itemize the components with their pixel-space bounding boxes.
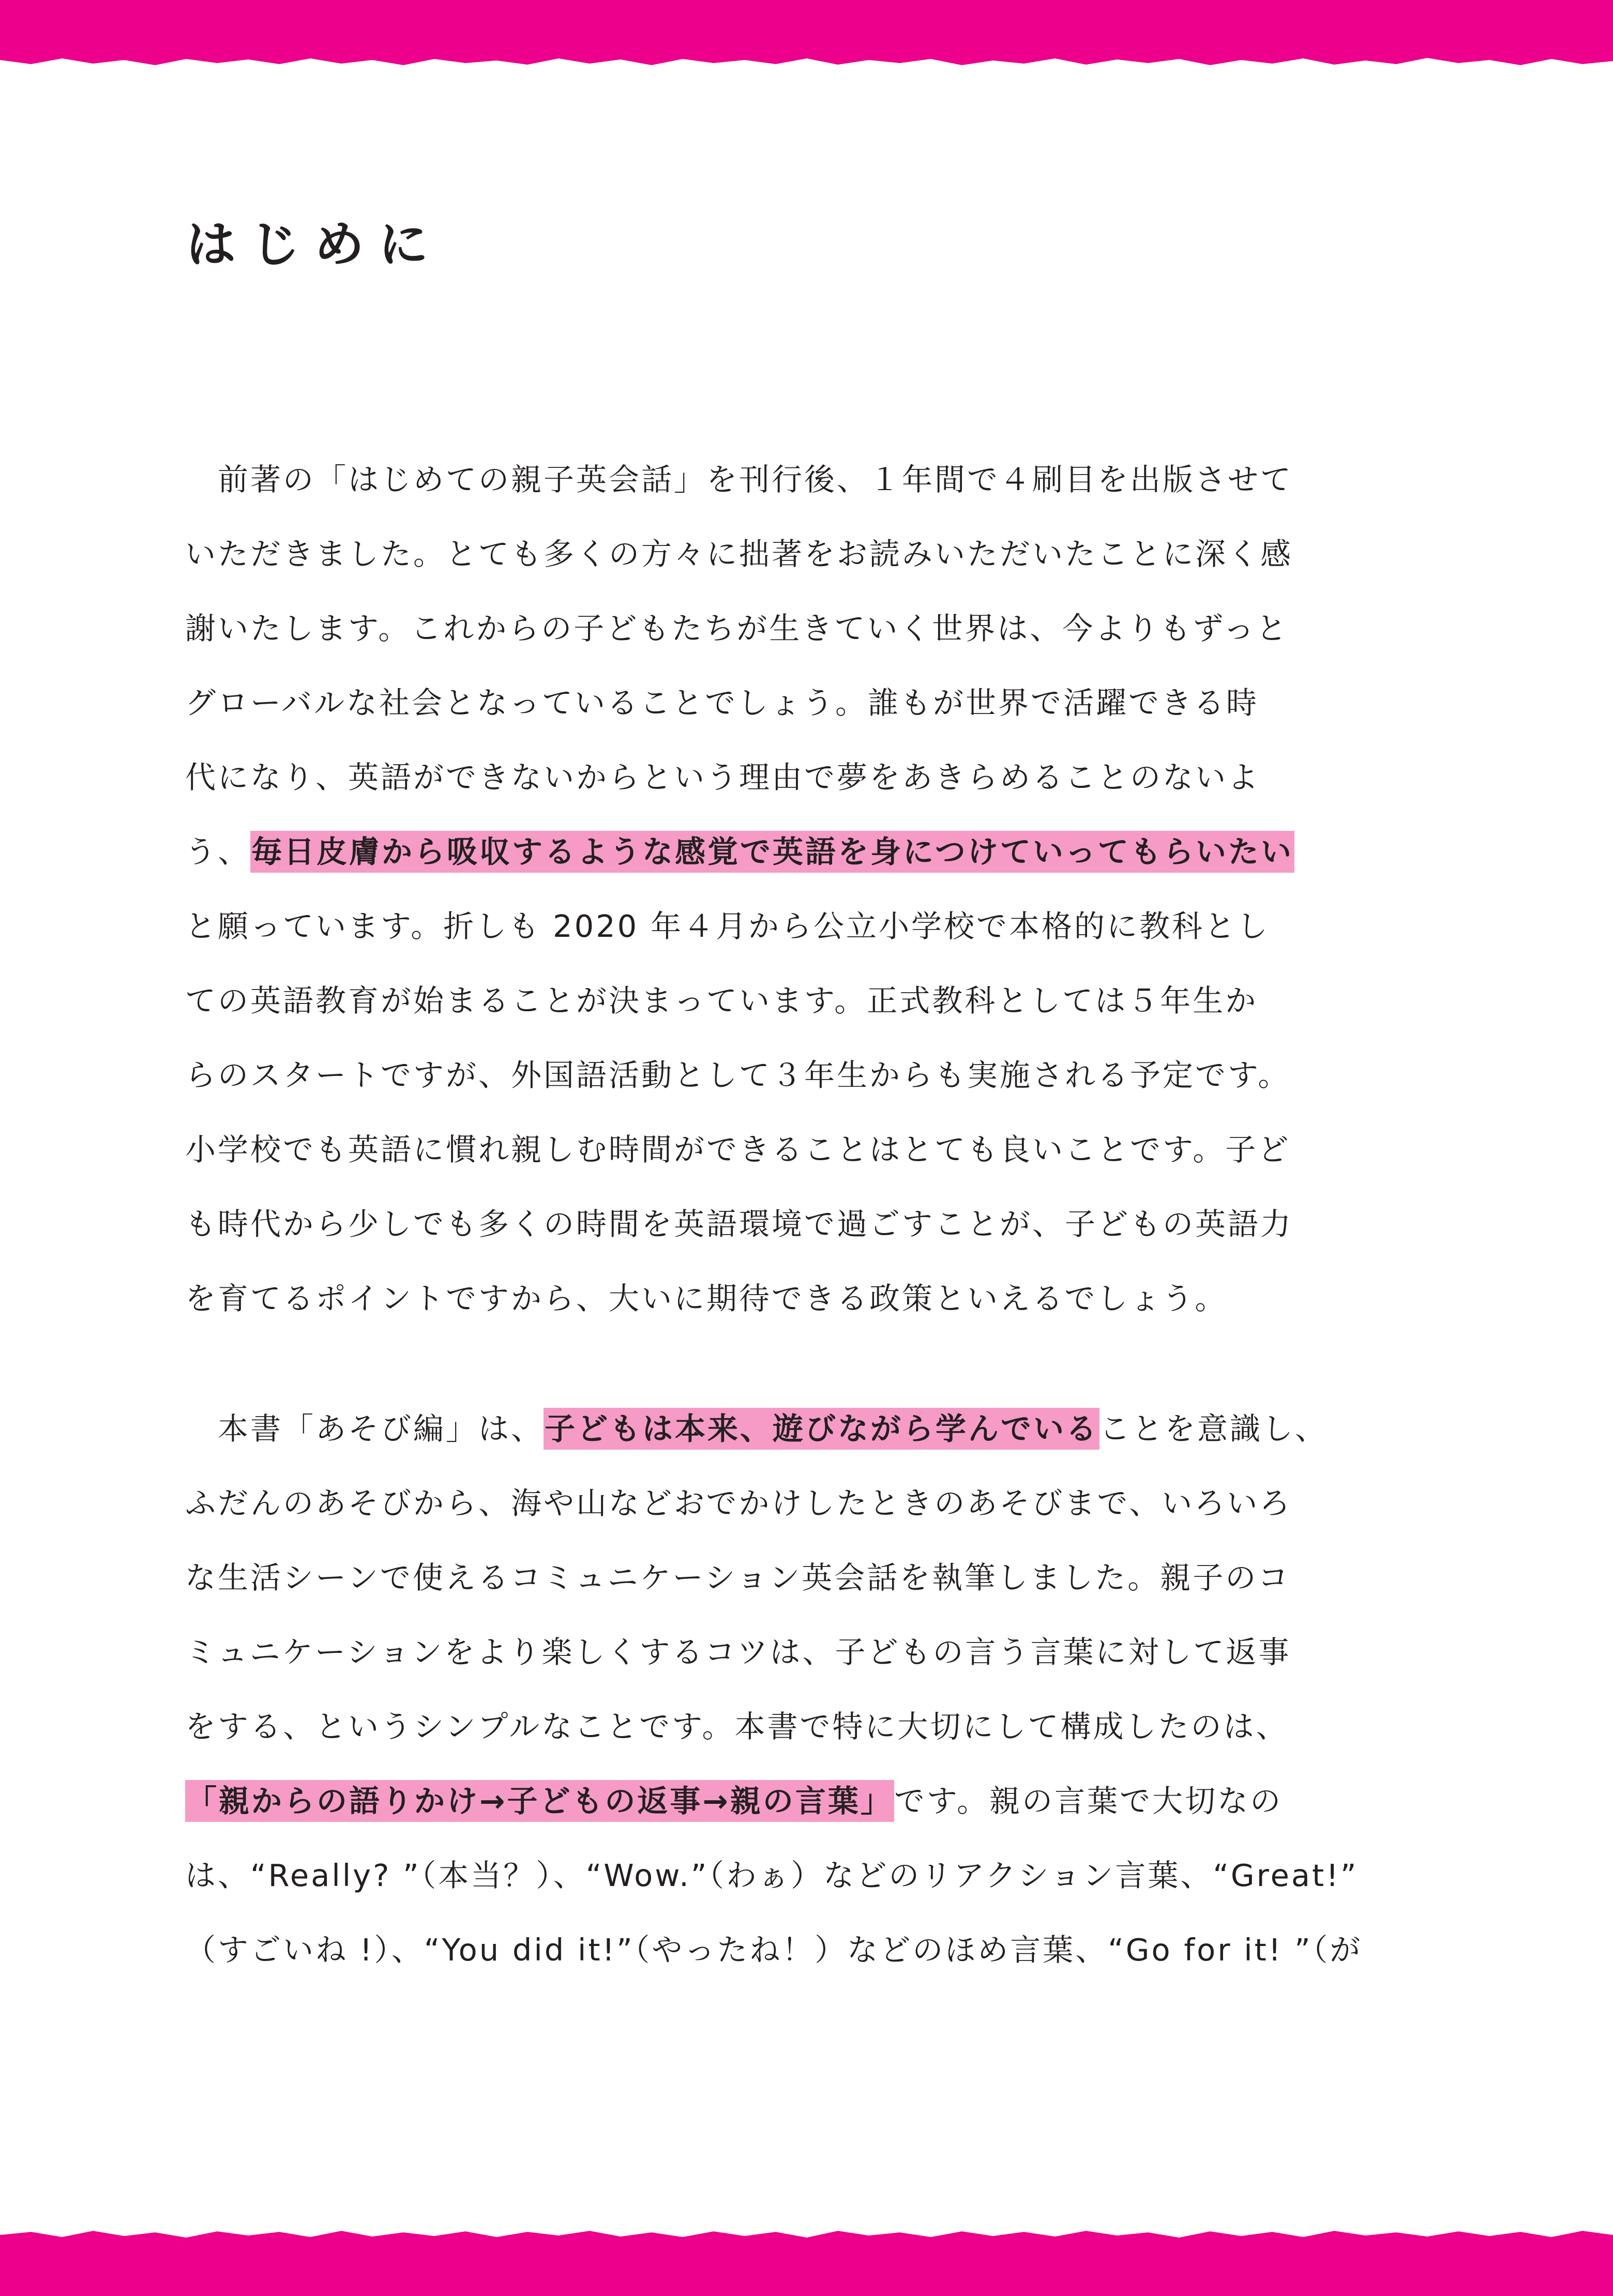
text-segment: を育てるポイントですから、大いに期待できる政策といえるでしょう。 [185,1281,1228,1316]
top-decorative-band [0,0,1613,72]
text-line [185,740,1375,815]
text-line [185,815,1375,889]
text-segment: ふだんのあそびから、海や山などおでかけしたときのあそびまで、いろいろ [185,1485,1292,1521]
highlighted-phrase: 「親からの語りかけ→子どもの返事→親の言葉」 [185,1780,894,1822]
text-line [185,889,1375,964]
text-line [185,1187,1375,1261]
text-segment: 小学校でも英語に慣れ親しむ時間ができることはとても良いことです。子ど [185,1132,1291,1167]
text-line [185,1466,1375,1541]
text-line [185,1690,1375,1764]
text-segment: は、“Really? ”（本当？）、“Wow.”（わぁ）などのリアクション言葉、“Great!” [185,1858,1359,1893]
text-segment: う、 [185,834,251,870]
text-segment: な生活シーンで使えるコミュニケーション英会話を執筆しました。親子のコ [185,1560,1291,1595]
text-segment: ミュニケーションをより楽しくするコツは、子どもの言う言葉に対して返事 [185,1634,1291,1670]
text-segment: も時代から少しでも多くの時間を英語環境で過ごすことが、子どもの英語力 [185,1206,1293,1242]
text-line [185,1038,1375,1113]
text-segment: ことを意識し、 [1099,1411,1328,1447]
text-line [185,1261,1375,1336]
text-segment: です。親の言葉で大切なの [894,1783,1283,1819]
text-segment: と願っています。折しも 2020 年４月から公立小学校で本格的に教科とし [185,908,1270,944]
bottom-band-shape [0,2231,1613,2296]
text-segment: 代になり、英語ができないからという理由で夢をあきらめることのないよ [185,759,1261,795]
text-line [185,1615,1375,1690]
text-line [185,591,1375,666]
text-segment: （すごいね !）、“You did it!”（やったね！）などのほめ言葉、“Go for it! ”（が [185,1932,1363,1968]
text-line [185,517,1375,591]
text-line [185,964,1375,1038]
text-line [185,1113,1375,1187]
text-segment: いただきました。とても多くの方々に拙著をお読みいただいたことに深く感 [185,536,1293,572]
text-segment: らのスタートですが、外国語活動として３年生からも実施される予定です。 [185,1057,1291,1093]
paragraph-preface [185,443,1375,1336]
text-segment: グローバルな社会となっていることでしょう。誰もが世界で活躍できる時 [185,685,1259,721]
bottom-decorative-band [0,2224,1613,2296]
text-line [185,1541,1375,1615]
page-title: はじめに [186,216,443,273]
text-segment: 謝いたします。これからの子どもたちが生きていく世界は、今よりもずっと [185,611,1289,646]
text-line [185,666,1375,740]
text-segment: ての英語教育が始まることが決まっています。正式教科としては５年生か [185,983,1258,1018]
text-segment: 前著の「はじめての親子英会話」を刊行後、１年間で４刷目を出版させて [185,462,1293,497]
text-segment: をする、というシンプルなことです。本書で特に大切にして構成したのは、 [185,1709,1289,1744]
text-line [185,443,1375,517]
top-band-shape [0,0,1613,65]
highlighted-phrase: 毎日皮膚から吸収するような感覚で英語を身につけていってもらいたい [250,831,1294,873]
highlighted-phrase: 子どもは本来、遊びながら学んでいる [544,1408,1099,1450]
text-line [185,1392,1375,1466]
text-segment: 本書「あそび編」は、 [185,1411,544,1447]
text-line [185,1913,1375,1987]
text-line [185,1764,1375,1838]
paragraph-play-edition [185,1392,1375,1987]
text-line [185,1838,1375,1913]
